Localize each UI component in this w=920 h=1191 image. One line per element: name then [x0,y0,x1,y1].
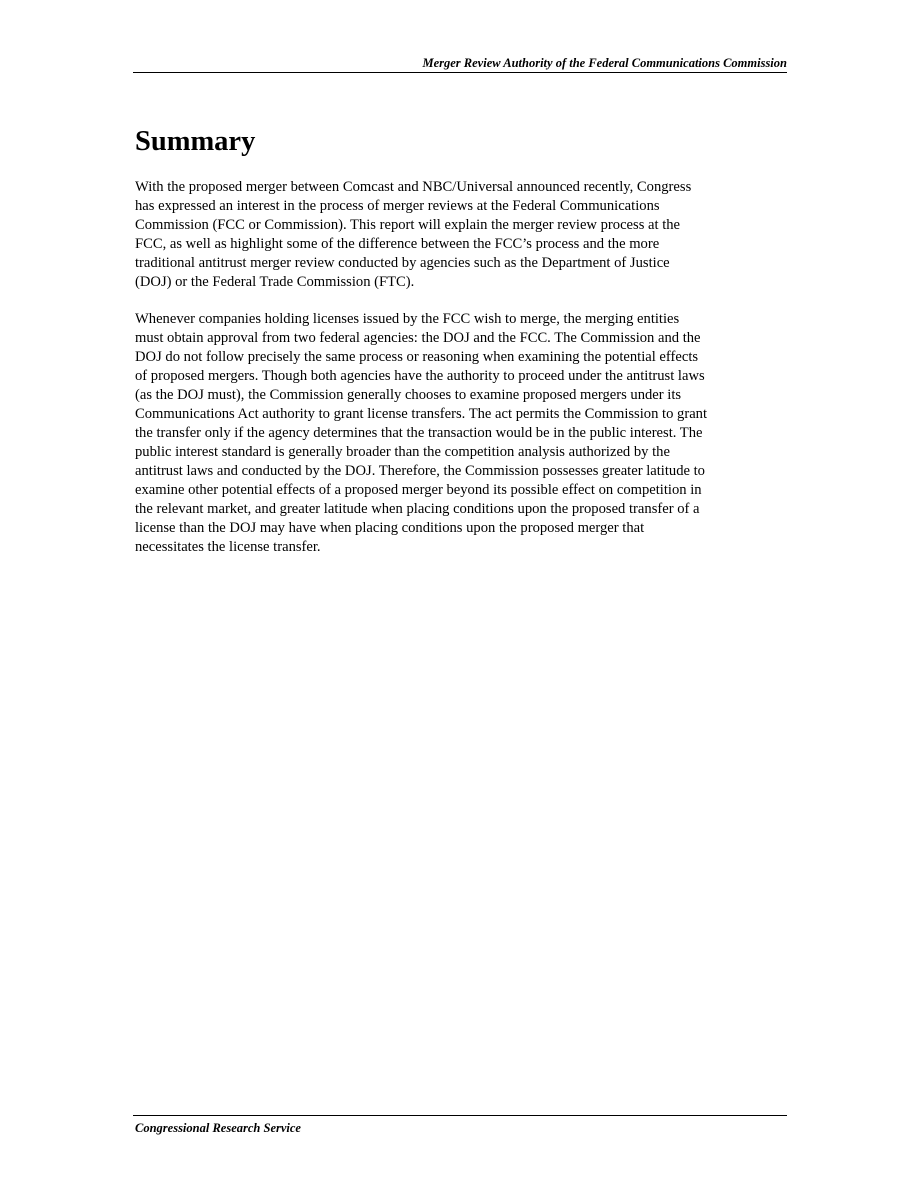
text-line: DOJ do not follow precisely the same process or reasoning when examining the potential effects [135,349,699,365]
running-footer-publisher: Congressional Research Service [135,1121,301,1135]
text-line: examine other potential effects of a proposed merger beyond its possible effect on competition in [135,482,702,498]
text-line: the transfer only if the agency determines that the transaction would be in the public interest. The [135,425,703,441]
text-line: Commission (FCC or Commission). This report will explain the merger review process at the [135,217,681,233]
text-line: has expressed an interest in the process of merger reviews at the Federal Communications [135,198,660,214]
text-line: must obtain approval from two federal agencies: the DOJ and the FCC. The Commission and the [135,330,701,346]
text-line: (DOJ) or the Federal Trade Commission (FTC). [135,274,415,290]
text-line: Whenever companies holding licenses issued by the FCC wish to merge, the merging entities [135,311,680,327]
text-line: (as the DOJ must), the Commission generally chooses to examine proposed mergers under its [135,387,682,403]
text-line: public interest standard is generally broader than the competition analysis authorized by the [135,444,670,460]
paragraph-1 [135,178,795,292]
footer-rule [133,1115,787,1116]
text-line: necessitates the license transfer. [135,539,321,555]
header-rule [133,72,787,73]
running-header-title: Merger Review Authority of the Federal Communications Commission [422,56,787,70]
paragraph-2 [135,310,795,557]
text-line: of proposed mergers. Though both agencies have the authority to proceed under the antitrust laws [135,368,705,384]
summary-body [135,178,795,575]
text-line: With the proposed merger between Comcast and NBC/Universal announced recently, Congress [135,179,692,195]
text-line: the relevant market, and greater latitude when placing conditions upon the proposed transfer of a [135,501,700,517]
text-line: FCC, as well as highlight some of the difference between the FCC’s process and the more [135,236,660,252]
section-title: Summary [135,126,256,157]
text-line: license than the DOJ may have when placing conditions upon the proposed merger that [135,520,645,536]
text-line: Communications Act authority to grant license transfers. The act permits the Commission to grant [135,406,708,422]
text-line: antitrust laws and conducted by the DOJ. Therefore, the Commission possesses greater latitude to [135,463,705,479]
text-line: traditional antitrust merger review conducted by agencies such as the Department of Justice [135,255,670,271]
